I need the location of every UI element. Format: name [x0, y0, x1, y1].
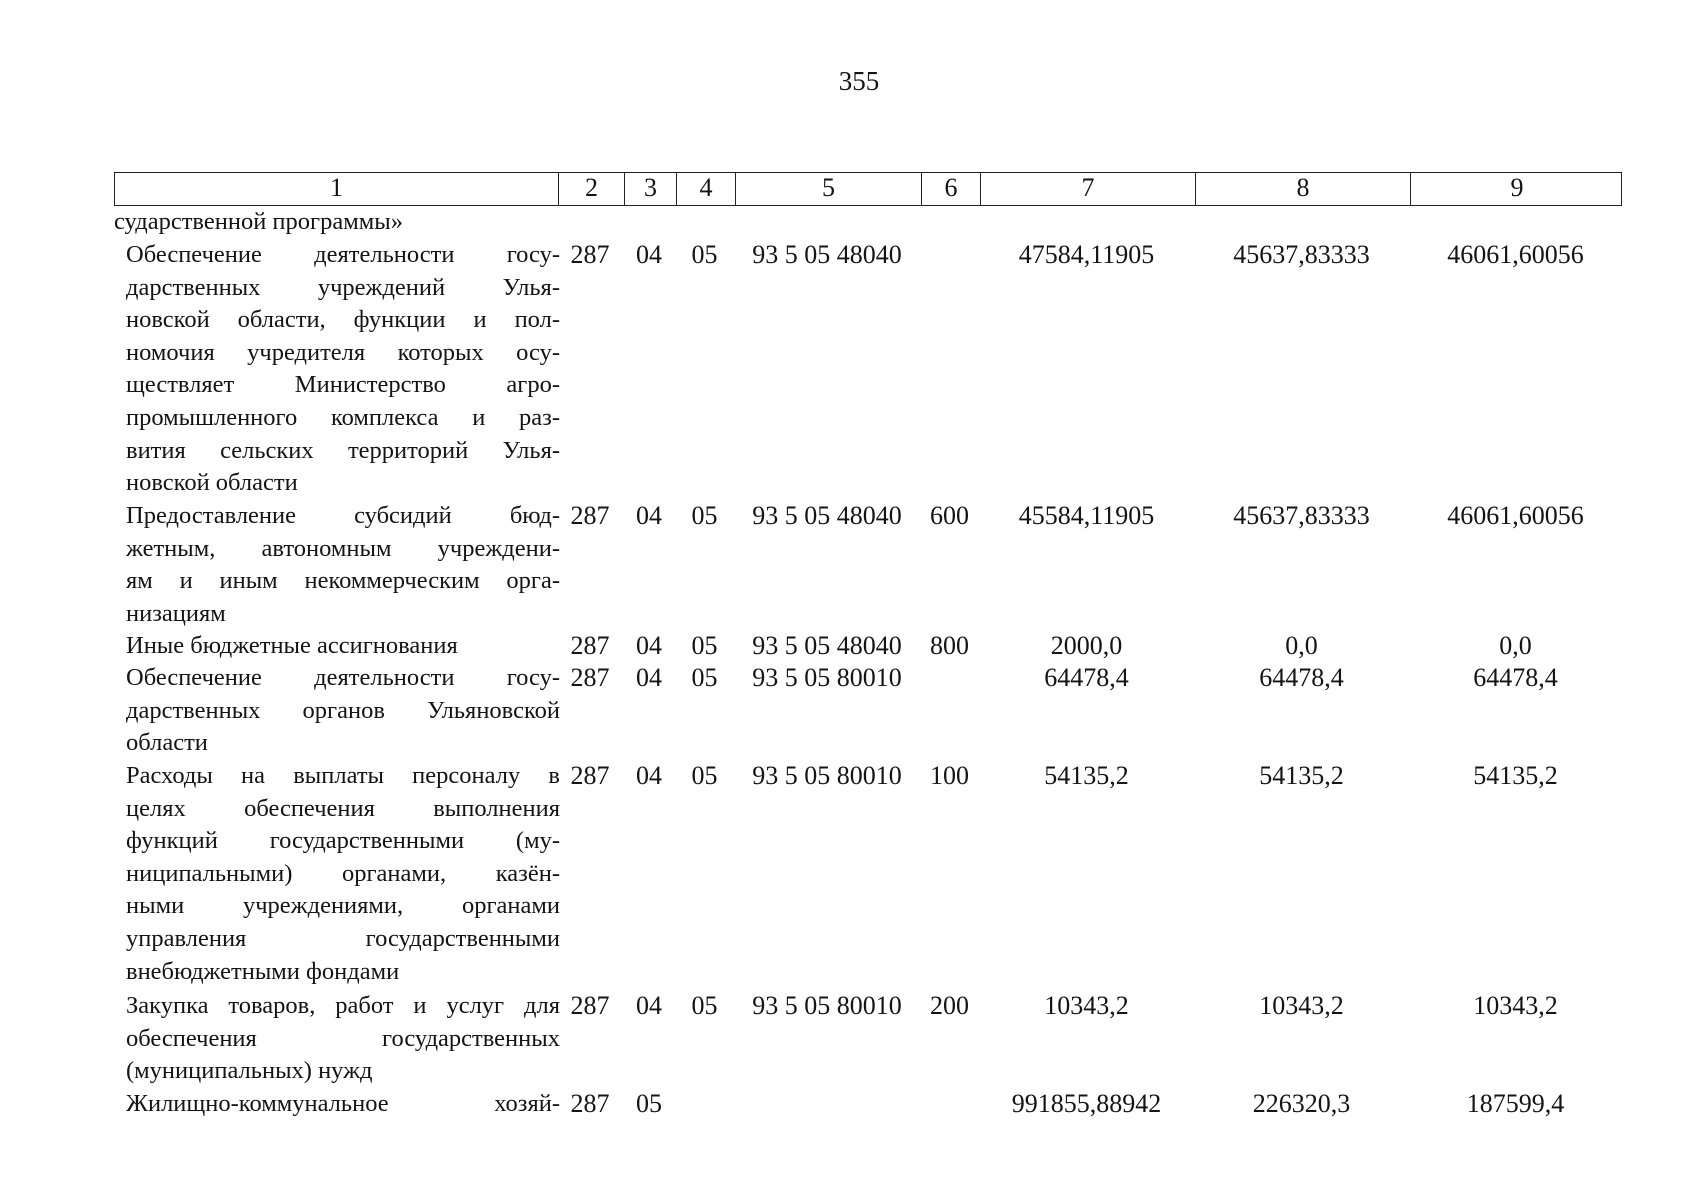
cell-col-9: 187599,4 [1466, 1089, 1565, 1118]
cell-col-5: 93 5 05 48040 [752, 240, 902, 269]
header-col-7: 7 [980, 173, 1195, 205]
cell-col-5: 93 5 05 48040 [752, 501, 902, 530]
row-description [126, 630, 560, 663]
cell-col-2: 287 [570, 631, 610, 660]
row-description [126, 500, 560, 630]
description-line: Обеспечение деятельности госу- [126, 664, 560, 691]
cell-col-8: 0,0 [1285, 631, 1318, 660]
description-line: новской области, функции и пол- [126, 306, 560, 334]
cell-col-7: 64478,4 [1044, 663, 1129, 692]
cell-col-4: 05 [691, 501, 718, 530]
cell-col-4: 05 [691, 663, 718, 692]
cell-col-3: 04 [636, 240, 662, 269]
cell-col-3: 04 [636, 501, 662, 530]
cell-col-9: 0,0 [1499, 631, 1532, 660]
row-description [126, 760, 560, 988]
table-header [114, 172, 1622, 206]
description-line: ям и иным некоммерческим орга- [126, 567, 560, 595]
description-line: ными учреждениями, органами [126, 892, 560, 920]
description-line: управления государственными [126, 924, 560, 952]
cell-col-7: 991855,88942 [1011, 1089, 1162, 1118]
header-col-2: 2 [558, 173, 624, 205]
header-col-1: 1 [330, 173, 343, 202]
description-line: функций государственными (му- [126, 827, 560, 855]
cell-col-5: 93 5 05 48040 [752, 631, 902, 660]
description-line: новской области [126, 469, 298, 497]
cell-col-7: 54135,2 [1044, 761, 1129, 790]
description-line: дарственных органов Ульяновской [126, 696, 560, 724]
description-line: ниципальными) органами, казён- [126, 859, 560, 887]
cell-col-6: 100 [930, 761, 969, 790]
cell-col-7: 47584,11905 [1018, 240, 1155, 269]
cell-col-9: 54135,2 [1473, 761, 1558, 790]
header-col-4: 4 [676, 173, 735, 205]
cell-col-2: 287 [570, 1089, 610, 1118]
description-line: вития сельских территорий Улья- [126, 436, 560, 464]
cell-col-6: 800 [930, 631, 969, 660]
cell-col-9: 10343,2 [1473, 991, 1558, 1020]
description-line: сударственной программы» [114, 208, 403, 235]
row-description [126, 662, 560, 760]
cell-col-4: 05 [691, 991, 718, 1020]
cell-col-8: 64478,4 [1259, 663, 1344, 692]
cell-col-8: 45637,83333 [1233, 240, 1370, 269]
cell-col-8: 10343,2 [1259, 991, 1344, 1020]
description-line: Иные бюджетные ассигнования [126, 632, 458, 659]
header-col-5: 5 [735, 173, 921, 205]
cell-col-4: 05 [691, 761, 718, 790]
cell-col-3: 04 [636, 663, 662, 692]
cell-col-6: 200 [930, 991, 969, 1020]
cell-col-8: 54135,2 [1259, 761, 1344, 790]
cell-col-4: 05 [691, 240, 718, 269]
cell-col-5: 93 5 05 80010 [752, 991, 902, 1020]
cell-col-7: 10343,2 [1044, 991, 1129, 1020]
description-line: целях обеспечения выполнения [126, 794, 560, 822]
page-number: 355 [838, 66, 880, 96]
cell-col-8: 45637,83333 [1233, 501, 1370, 530]
cell-col-2: 287 [570, 240, 610, 269]
description-line: Расходы на выплаты персоналу в [126, 762, 560, 789]
description-line: Жилищно-коммунальное хозяй- [126, 1090, 560, 1117]
header-col-9: 9 [1410, 173, 1623, 205]
description-line: Обеспечение деятельности госу- [126, 241, 560, 268]
cell-col-3: 04 [636, 761, 662, 790]
description-line: промышленного комплекса и раз- [126, 403, 560, 431]
cell-col-2: 287 [570, 761, 610, 790]
description-line: жетным, автономным учреждени- [126, 534, 560, 562]
description-line: внебюджетными фондами [126, 957, 400, 985]
cell-col-3: 04 [636, 631, 662, 660]
description-line: (муниципальных) нужд [126, 1057, 373, 1085]
description-line: обеспечения государственных [126, 1024, 560, 1052]
cell-col-2: 287 [570, 501, 610, 530]
description-line: Предоставление субсидий бюд- [126, 502, 560, 529]
description-line: номочия учредителя которых осу- [126, 338, 560, 366]
description-line: низациям [126, 599, 226, 627]
cell-col-9: 46061,60056 [1447, 240, 1584, 269]
row-description [126, 1088, 560, 1121]
cell-col-4: 05 [691, 631, 718, 660]
row-description [126, 990, 560, 1088]
cell-col-7: 2000,0 [1050, 631, 1123, 660]
description-line: Закупка товаров, работ и услуг для [126, 992, 560, 1019]
cell-col-3: 04 [636, 991, 662, 1020]
cell-col-6: 600 [930, 501, 969, 530]
cell-col-5: 93 5 05 80010 [752, 663, 902, 692]
description-line: дарственных учреждений Улья- [126, 273, 560, 301]
header-col-6: 6 [921, 173, 980, 205]
row-description [114, 206, 548, 239]
cell-col-3: 05 [636, 1089, 662, 1118]
cell-col-9: 64478,4 [1473, 663, 1558, 692]
description-line: области [126, 729, 208, 757]
header-col-3: 3 [624, 173, 676, 205]
row-description [126, 239, 560, 500]
header-col-8: 8 [1195, 173, 1410, 205]
cell-col-8: 226320,3 [1252, 1089, 1351, 1118]
cell-col-5: 93 5 05 80010 [752, 761, 902, 790]
cell-col-9: 46061,60056 [1447, 501, 1584, 530]
cell-col-2: 287 [570, 663, 610, 692]
description-line: ществляет Министерство агро- [126, 371, 560, 399]
cell-col-7: 45584,11905 [1018, 501, 1155, 530]
cell-col-2: 287 [570, 991, 610, 1020]
